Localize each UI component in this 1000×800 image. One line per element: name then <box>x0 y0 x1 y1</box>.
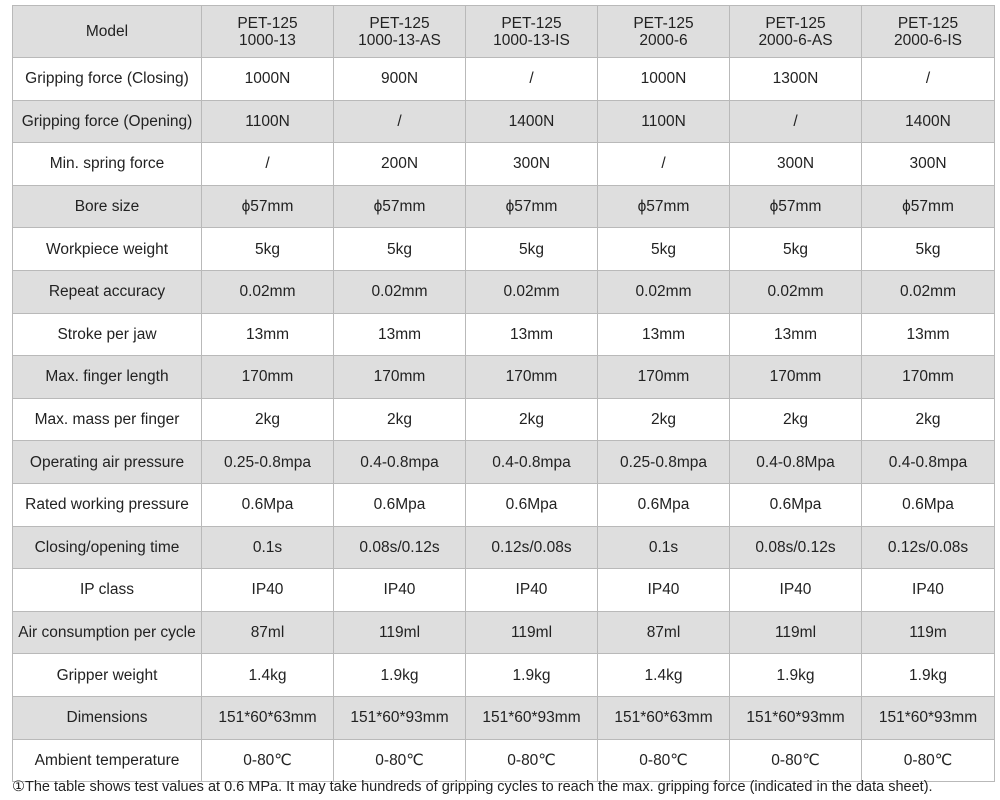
table-cell: 0.6Mpa <box>598 483 730 526</box>
table-cell: 0.08s/0.12s <box>730 526 862 569</box>
table-cell: ϕ57mm <box>202 185 334 228</box>
table-cell: 0.4-0.8Mpa <box>730 441 862 484</box>
row-label: Dimensions <box>13 696 202 739</box>
table-cell: / <box>730 100 862 143</box>
table-cell: / <box>202 143 334 186</box>
table-cell: 170mm <box>598 356 730 399</box>
table-cell: 151*60*93mm <box>730 696 862 739</box>
table-cell: 2kg <box>598 398 730 441</box>
model-name-line2: 2000-6-IS <box>893 31 963 49</box>
table-cell: 5kg <box>862 228 995 271</box>
table-cell: IP40 <box>730 569 862 612</box>
table-cell: 2kg <box>334 398 466 441</box>
header-model-6 <box>862 6 995 58</box>
table-cell: 1400N <box>466 100 598 143</box>
table-cell: 170mm <box>730 356 862 399</box>
header-model-3 <box>466 6 598 58</box>
table-cell: 119ml <box>466 611 598 654</box>
table-cell: 0.4-0.8mpa <box>334 441 466 484</box>
table-cell: 0.4-0.8mpa <box>862 441 995 484</box>
model-name-line1: PET-125 <box>369 14 430 32</box>
table-cell: ϕ57mm <box>598 185 730 228</box>
table-row <box>13 228 995 271</box>
table-cell: / <box>862 58 995 101</box>
row-label: Ambient temperature <box>13 739 202 782</box>
table-row <box>13 569 995 612</box>
table-cell: ϕ57mm <box>730 185 862 228</box>
model-name-line2: 2000-6-AS <box>758 31 833 49</box>
row-label: Max. mass per finger <box>13 398 202 441</box>
header-model-1 <box>202 6 334 58</box>
table-cell: 13mm <box>466 313 598 356</box>
table-cell: 2kg <box>730 398 862 441</box>
table-cell: 0-80℃ <box>598 739 730 782</box>
model-name-line1: PET-125 <box>633 14 694 32</box>
table-cell: 0.6Mpa <box>862 483 995 526</box>
row-label: Max. finger length <box>13 356 202 399</box>
table-cell: 87ml <box>202 611 334 654</box>
table-cell: 0.12s/0.08s <box>862 526 995 569</box>
table-row <box>13 483 995 526</box>
table-cell: 300N <box>862 143 995 186</box>
table-cell: 0-80℃ <box>466 739 598 782</box>
table-cell: 2kg <box>202 398 334 441</box>
table-cell: IP40 <box>466 569 598 612</box>
table-cell: ϕ57mm <box>334 185 466 228</box>
row-label: Gripping force (Closing) <box>13 58 202 101</box>
model-name-line1: PET-125 <box>897 14 959 32</box>
row-label: Air consumption per cycle <box>13 611 202 654</box>
table-row <box>13 100 995 143</box>
table-cell: 300N <box>466 143 598 186</box>
table-cell: 1.4kg <box>598 654 730 697</box>
specification-table <box>12 5 995 782</box>
table-cell: 151*60*63mm <box>202 696 334 739</box>
row-label: Min. spring force <box>13 143 202 186</box>
table-cell: 13mm <box>202 313 334 356</box>
row-label: Repeat accuracy <box>13 270 202 313</box>
table-cell: 0.1s <box>598 526 730 569</box>
table-cell: 0.6Mpa <box>334 483 466 526</box>
table-cell: ϕ57mm <box>862 185 995 228</box>
model-name-line2: 2000-6 <box>639 31 688 49</box>
table-cell: 13mm <box>334 313 466 356</box>
table-cell: / <box>334 100 466 143</box>
row-label: IP class <box>13 569 202 612</box>
table-cell: 0.02mm <box>334 270 466 313</box>
table-cell: 2kg <box>466 398 598 441</box>
table-row <box>13 696 995 739</box>
table-cell: 300N <box>730 143 862 186</box>
row-label: Operating air pressure <box>13 441 202 484</box>
header-model-5 <box>730 6 862 58</box>
table-cell: 170mm <box>862 356 995 399</box>
table-cell: 5kg <box>598 228 730 271</box>
table-cell: IP40 <box>598 569 730 612</box>
table-cell: 13mm <box>862 313 995 356</box>
table-cell: 151*60*93mm <box>862 696 995 739</box>
table-cell: 900N <box>334 58 466 101</box>
table-body <box>13 6 995 782</box>
table-cell: 1.4kg <box>202 654 334 697</box>
row-label: Gripper weight <box>13 654 202 697</box>
table-cell: IP40 <box>334 569 466 612</box>
table-row <box>13 58 995 101</box>
table-cell: 1100N <box>598 100 730 143</box>
table-cell: 1400N <box>862 100 995 143</box>
table-cell: 0.25-0.8mpa <box>598 441 730 484</box>
table-cell: 151*60*63mm <box>598 696 730 739</box>
header-model-2 <box>334 6 466 58</box>
model-name-line2: 1000-13-AS <box>358 31 441 49</box>
table-row <box>13 143 995 186</box>
table-cell: 1300N <box>730 58 862 101</box>
table-cell: 1100N <box>202 100 334 143</box>
table-cell: ϕ57mm <box>466 185 598 228</box>
table-cell: 0.02mm <box>598 270 730 313</box>
table-cell: / <box>466 58 598 101</box>
table-cell: 1.9kg <box>862 654 995 697</box>
table-cell: 0.6Mpa <box>466 483 598 526</box>
row-label: Closing/opening time <box>13 526 202 569</box>
table-cell: 0-80℃ <box>862 739 995 782</box>
table-row <box>13 313 995 356</box>
table-cell: IP40 <box>202 569 334 612</box>
model-name-line2: 1000-13-IS <box>493 31 570 49</box>
table-cell: 1.9kg <box>730 654 862 697</box>
table-cell: 0.12s/0.08s <box>466 526 598 569</box>
table-cell: 0.02mm <box>730 270 862 313</box>
table-row <box>13 526 995 569</box>
table-header-row <box>13 6 995 58</box>
table-cell: 0.02mm <box>862 270 995 313</box>
table-cell: 13mm <box>598 313 730 356</box>
table-cell: 1000N <box>202 58 334 101</box>
table-cell: 1.9kg <box>466 654 598 697</box>
table-cell: 0.08s/0.12s <box>334 526 466 569</box>
table-cell: 0.02mm <box>202 270 334 313</box>
table-cell: 151*60*93mm <box>334 696 466 739</box>
table-row <box>13 441 995 484</box>
table-cell: 0.25-0.8mpa <box>202 441 334 484</box>
table-row <box>13 356 995 399</box>
table-cell: 119ml <box>334 611 466 654</box>
header-model-4 <box>598 6 730 58</box>
table-cell: 200N <box>334 143 466 186</box>
table-cell: 5kg <box>202 228 334 271</box>
table-cell: 5kg <box>466 228 598 271</box>
table-row <box>13 739 995 782</box>
footnote: ①The table shows test values at 0.6 MPa. It may take hundreds of gripping cycles to reach the max. gripping force (indicated in the data sheet). <box>12 779 933 795</box>
table-cell: 5kg <box>334 228 466 271</box>
table-cell: IP40 <box>862 569 995 612</box>
table-cell: 2kg <box>862 398 995 441</box>
row-label: Rated working pressure <box>13 483 202 526</box>
model-name-line1: PET-125 <box>237 14 298 32</box>
table-cell: 119m <box>862 611 995 654</box>
model-name-line1: PET-125 <box>765 14 826 32</box>
table-cell: 170mm <box>334 356 466 399</box>
table-cell: 0-80℃ <box>334 739 466 782</box>
table-cell: 0-80℃ <box>730 739 862 782</box>
model-name-line1: PET-125 <box>501 14 562 32</box>
table-row <box>13 398 995 441</box>
table-row <box>13 185 995 228</box>
table-cell: 170mm <box>202 356 334 399</box>
row-label: Gripping force (Opening) <box>13 100 202 143</box>
table-cell: 0.6Mpa <box>202 483 334 526</box>
table-cell: 0.6Mpa <box>730 483 862 526</box>
table-cell: 0.02mm <box>466 270 598 313</box>
table-row <box>13 270 995 313</box>
row-label: Workpiece weight <box>13 228 202 271</box>
table-cell: 0-80℃ <box>202 739 334 782</box>
model-name-line2: 1000-13 <box>239 31 296 49</box>
table-row <box>13 611 995 654</box>
table-cell: 170mm <box>466 356 598 399</box>
table-cell: 119ml <box>730 611 862 654</box>
table-cell: 151*60*93mm <box>466 696 598 739</box>
header-model-label: Model <box>13 6 202 58</box>
table-cell: / <box>598 143 730 186</box>
table-cell: 1.9kg <box>334 654 466 697</box>
row-label: Stroke per jaw <box>13 313 202 356</box>
table-cell: 87ml <box>598 611 730 654</box>
table-row <box>13 654 995 697</box>
table-cell: 1000N <box>598 58 730 101</box>
row-label: Bore size <box>13 185 202 228</box>
table-cell: 0.4-0.8mpa <box>466 441 598 484</box>
table-cell: 5kg <box>730 228 862 271</box>
table-cell: 13mm <box>730 313 862 356</box>
table-cell: 0.1s <box>202 526 334 569</box>
